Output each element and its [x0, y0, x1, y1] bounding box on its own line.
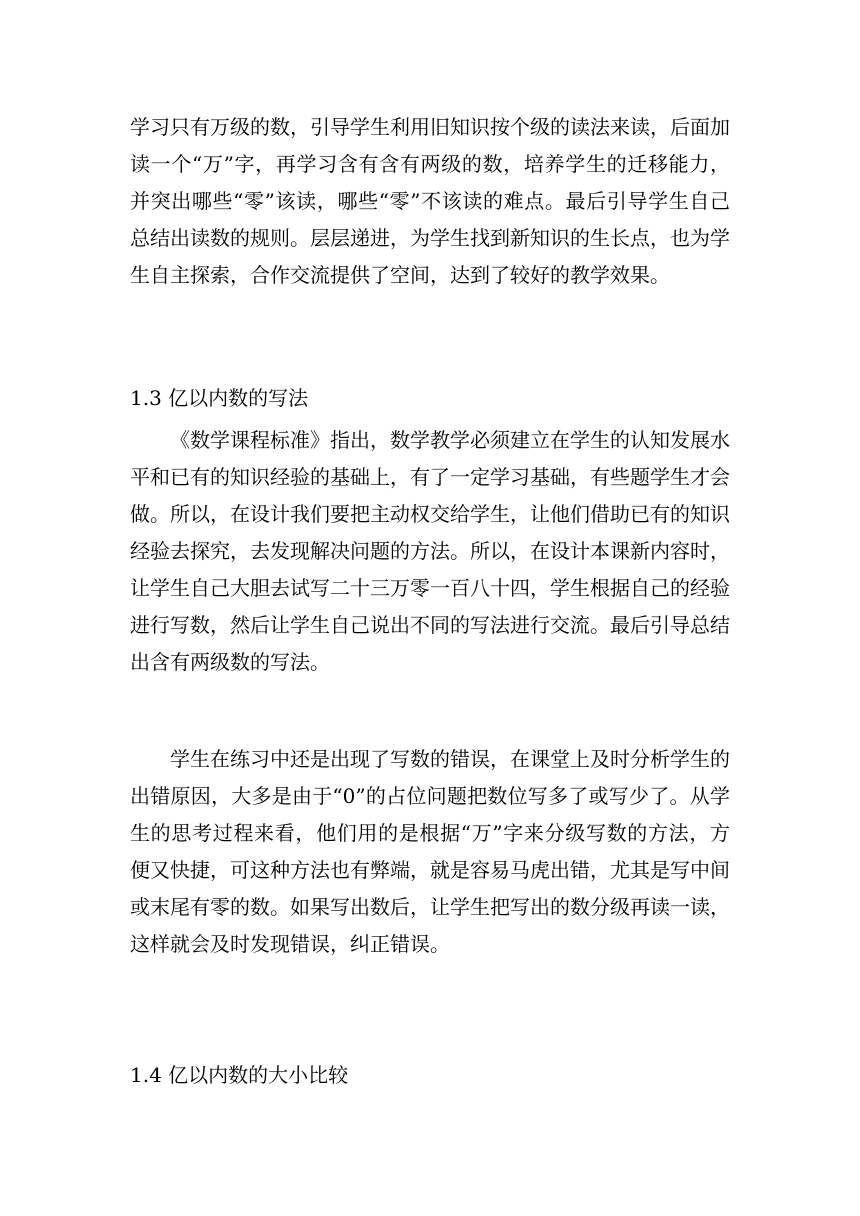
section-heading-1-3: 1.3 亿以内数的写法 [130, 386, 309, 410]
section-heading-1-4: 1.4 亿以内数的大小比较 [130, 1063, 349, 1087]
body-paragraph: 学生在练习中还是出现了写数的错误，在课堂上及时分析学生的出错原因，大多是由于“0”的占位问题把数位写多了或写少了。从学生的思考过程来看，他们用的是根据“万”字来分级写数的方法，方便又快捷，可这种方法也有弊端，就是容易马虎出错，尤其是写中间或末尾有零的数。如果写出数后，让学生把写出的数分级再读一读，这样就会及时发现错误，纠正错误。 [130, 747, 730, 956]
body-paragraph: 《数学课程标准》指出，数学教学必须建立在学生的认知发展水平和已有的知识经验的基础上，有了一定学习基础，有些题学生才会做。所以，在设计我们要把主动权交给学生，让他们借助已有的知识经验去探究，去发现解决问题的方法。所以，在设计本课新内容时，让学生自己大胆去试写二十三万零一百八十四，学生根据自己的经验进行写数，然后让学生自己说出不同的写法进行交流。最后引导总结出含有两级数的写法。 [130, 428, 730, 674]
body-paragraph: 学习只有万级的数，引导学生利用旧知识按个级的读法来读，后面加读一个“万”字，再学习含有含有两级的数，培养学生的迁移能力，并突出哪些“零”该读，哪些“零”不该读的难点。最后引导学生自己总结出读数的规则。层层递进，为学生找到新知识的生长点，也为学生自主探索，合作交流提供了空间，达到了较好的教学效果。 [130, 115, 730, 287]
